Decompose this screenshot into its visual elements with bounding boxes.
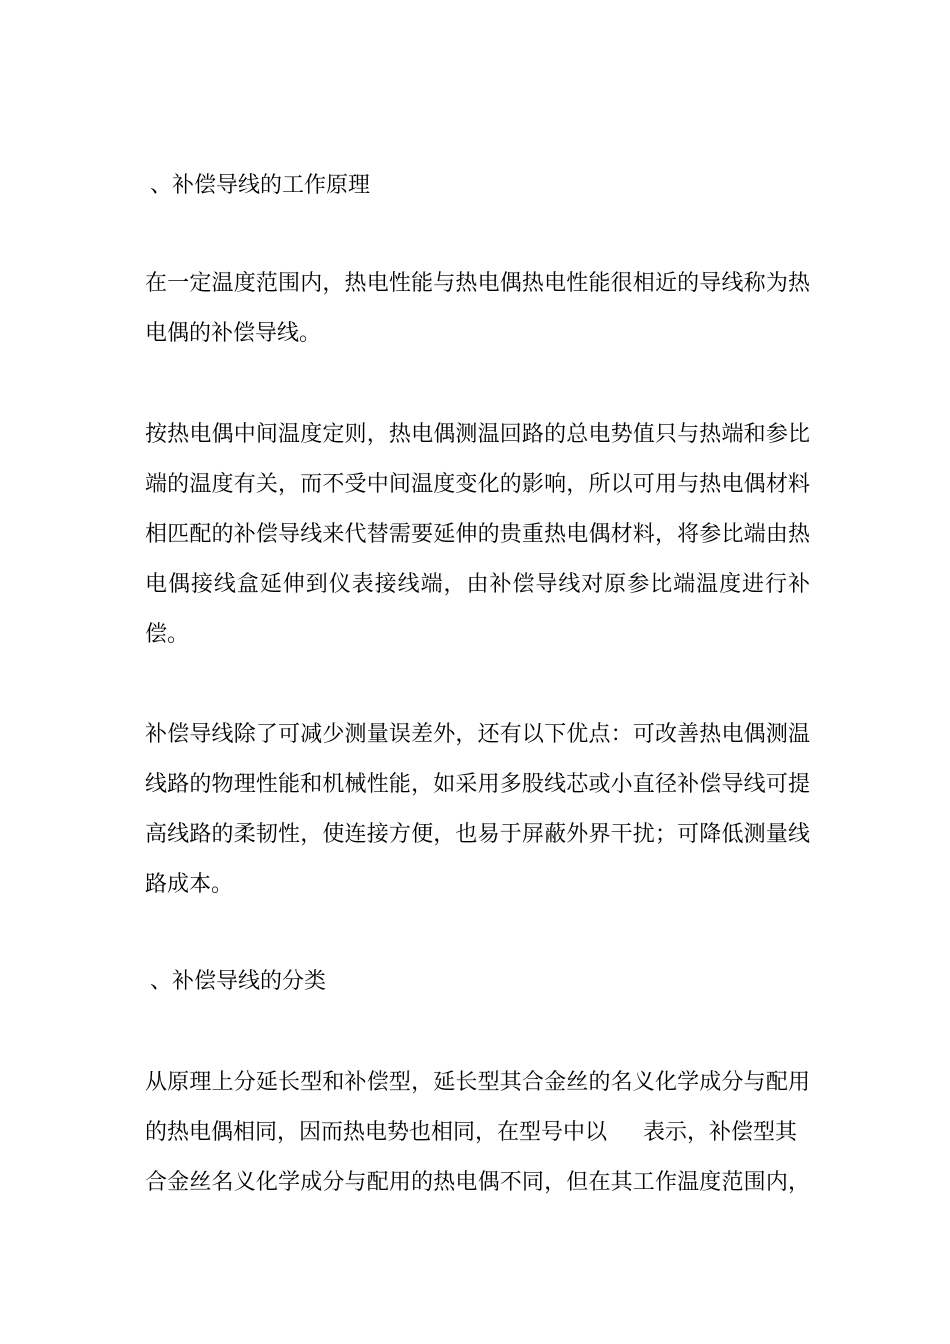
paragraph-line: 端的温度有关，而不受中间温度变化的影响，所以可用与热电偶材料 <box>145 472 810 497</box>
paragraph-line: 偿。 <box>145 622 190 647</box>
paragraph-line: 路成本。 <box>145 872 234 897</box>
paragraph-line: 从原理上分延长型和补偿型，延长型其合金丝的名义化学成分与配用 <box>145 1070 810 1095</box>
section-heading-classification: 、补偿导线的分类 <box>150 969 327 994</box>
paragraph-line: 电偶的补偿导线。 <box>145 321 322 346</box>
paragraph-line: 线路的物理性能和机械性能，如采用多股线芯或小直径补偿导线可提 <box>145 772 810 797</box>
paragraph-line: 补偿导线除了可减少测量误差外，还有以下优点：可改善热电偶测温 <box>145 722 810 747</box>
paragraph-text: 表示，补偿型其 <box>643 1120 798 1145</box>
paragraph-text: 的热电偶相同，因而热电势也相同，在型号中以 <box>145 1120 608 1145</box>
paragraph-line: 相匹配的补偿导线来代替需要延伸的贵重热电偶材料，将参比端由热 <box>145 522 810 547</box>
paragraph-line: 按热电偶中间温度定则，热电偶测温回路的总电势值只与热端和参比 <box>145 422 810 447</box>
paragraph-line: 合金丝名义化学成分与配用的热电偶不同，但在其工作温度范围内， <box>145 1170 810 1195</box>
paragraph-line: 在一定温度范围内，热电性能与热电偶热电性能很相近的导线称为热 <box>145 271 810 296</box>
paragraph-line: 高线路的柔韧性，使连接方便，也易于屏蔽外界干扰；可降低测量线 <box>145 822 810 847</box>
paragraph-line-with-gap <box>145 1119 810 1147</box>
section-heading-working-principle: 、补偿导线的工作原理 <box>150 173 371 198</box>
paragraph-line: 电偶接线盒延伸到仪表接线端，由补偿导线对原参比端温度进行补 <box>145 572 810 597</box>
